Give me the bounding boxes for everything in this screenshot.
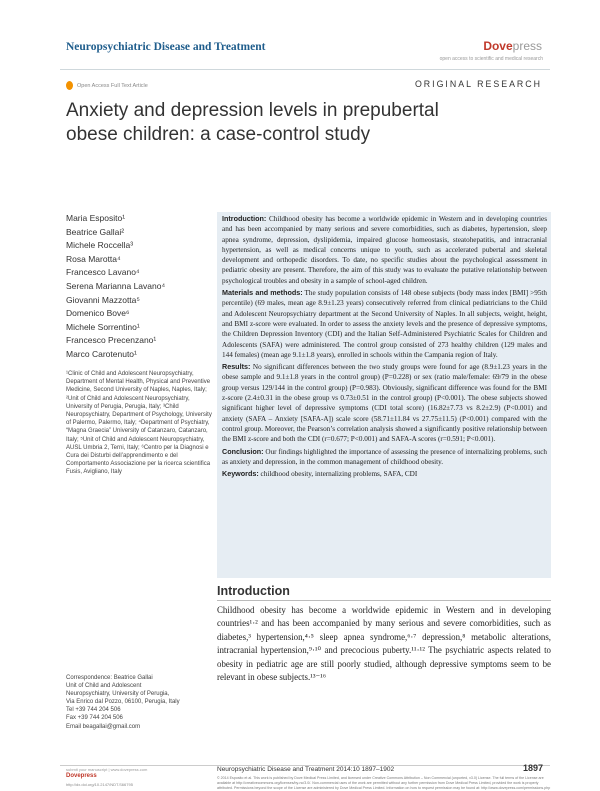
open-access-text: Open Access Full Text Article [77, 82, 148, 89]
author: Francesco Lavano⁴ [66, 267, 140, 278]
correspondence-label: Correspondence: Beatrice Gallai [66, 675, 153, 681]
article-title: Anxiety and depression levels in prepubertal obese children: a case-control study [66, 100, 439, 145]
header-divider [60, 69, 550, 70]
introduction-divider [217, 600, 551, 601]
publisher-tagline: open access to scientific and medical research [439, 56, 543, 62]
author: Rosa Marotta⁴ [66, 253, 121, 264]
correspondence-line: Unit of Child and Adolescent [66, 683, 142, 690]
author: Domenico Bove⁶ [66, 308, 130, 319]
footer-license: © 2014 Esposito et al. This work is published by Dove Medical Press Limited, and licensed under Creative Commons Attribution – Non Commercial (unported, v3.0) License. The full terms of the License are available at http://creativecommons.org/licenses/by-nc/3.0/. Non-commercial uses of the work are permitted without any further permission from Dove Medical Press Limited, provided the work is properly attributed. Permissions beyond the scope of the License are administered by Dove Medical Press Limited. Information on how to request permission may be found at: http://www.dovepress.com/permissions.php [217, 776, 551, 790]
correspondence-tel: Tel +39 744 204 506 [66, 707, 121, 714]
publisher-brand: Dove [483, 39, 513, 53]
abstract-label: Introduction: [222, 214, 267, 223]
footer-doi[interactable]: http://dx.doi.org/10.2147/NDT.S66795 [66, 782, 133, 787]
abstract-text: Childhood obesity has become a worldwide epidemic in Western and in developing countries and has been accompanied by many serious and severe comorbidities, such as diabetes, hypertension, sleep apnea syndrome, depression, dyslipidemia, impaired glucose homeostasis, steatohepatitis, and intracranial hypertension, as well as medical concerns unique to youth, such as accelerated pubertal and skeletal development and orthopedic disorders. To date, no specific studies about the psychological assessment in pediatric obesity are present. Therefore, the aim of this study was to evaluate the putative relationship between psychological troubles and obesity in a sample of school-aged children. [222, 215, 547, 285]
footer-journal: Neuropsychiatric Disease and Treatment 2014:10 1897–1902 [217, 766, 395, 773]
author: Francesco Precenzano¹ [66, 335, 157, 346]
author: Serena Marianna Lavano⁴ [66, 280, 166, 291]
introduction-heading: Introduction [217, 584, 290, 598]
abstract-introduction [217, 212, 551, 286]
abstract-conclusion [217, 445, 551, 468]
abstract-label: Results: [222, 362, 251, 372]
journal-name: Neuropsychiatric Disease and Treatment [66, 41, 266, 53]
correspondence-email[interactable]: Email beagallai@gmail.com [66, 723, 141, 730]
abstract-label: Keywords: [222, 469, 259, 479]
abstract-methods [217, 286, 551, 360]
author: Beatrice Gallai² [66, 226, 125, 237]
open-access-label [66, 81, 148, 90]
author: Giovanni Mazzotta⁵ [66, 294, 140, 305]
abstract-text: The study population consists of 148 obese subjects (body mass index [BMI] >95th percentile) (69 males, mean age 8.9±1.23 years) consecutively referred from clinical pediatricians to the Child and Adolescent Neuropsychiatry department at the Second University of Naples. In all subjects, weight, height, and BMI z-score were evaluated. In order to assess the anxiety levels and the presence of depressive symptoms, the Children Depression Inventory (CDI) and the Italian Self-Administered Psychiatric Scales for Children and Adolescents (SAFA) were administered. The control group consisted of 273 healthy children (129 males and 144 females) (mean age 9.1±1.8 years), enrolled in schools within the Campania region of Italy. [222, 289, 547, 359]
author: Michele Roccella³ [66, 240, 134, 251]
footer-submit-link[interactable]: submit your manuscript | www.dovepress.com [66, 767, 148, 772]
abstract-text: Our findings highlighted the importance of assessing the presence of internalizing problems, such as anxiety and depression, in the common management of childhood obesity. [222, 447, 547, 466]
author: Maria Esposito¹ [66, 213, 126, 223]
section-label: ORIGINAL RESEARCH [414, 79, 542, 89]
introduction-text: Childhood obesity has become a worldwide epidemic in Western and in developing countries¹·² and has been accompanied by many serious and severe comorbidities, such as diabetes,³ hypertension,⁴·⁵ sleep apnea syndrome,⁶·⁷ depression,⁸ metabolic alterations, intracranial hypertension,⁹·¹⁰ and precocious puberty.¹¹·¹² The psychiatric aspects related to obesity in pediatric age are still poorly studied, although depressive symptoms seem to be relevant in obese subjects.¹³⁻¹⁶ [217, 605, 551, 683]
abstract-box [217, 212, 551, 578]
abstract-results [217, 360, 551, 444]
abstract-text: childhood obesity, internalizing problems, SAFA, CDI [258, 470, 418, 479]
abstract-label: Conclusion: [222, 446, 264, 456]
affiliations: ¹Clinic of Child and Adolescent Neuropsychiatry, Department of Mental Health, Physical and Preventive Medicine, Second University of Naples, Naples, Italy; ²Unit of Child and Adolescent Neuropsychiatry, University of Perugia, Perugia, Italy; ³Child Neuropsychiatry, Department of Psychology, University of Palermo, Palermo, Italy; ⁴Department of Psychiatry, “Magna Graecia” University of Catanzaro, Catanzaro, Italy; ⁵Unit of Child and Adolescent Neuropsychiatry, AUSL Umbria 2, Terni, Italy; ⁶Centro per la Diagnosi e Cura dei Disturbi dell’apprendimento e del Comportamento Associazione per la ricerca scientifica Fusis, Avigliano, Italy [66, 371, 212, 476]
abstract-text: No significant differences between the two study groups were found for age (8.9±1.23 years in the obese sample and 9.1±1.8 years in the control group) (P=0.228) or sex (ratio male/female: 69/79 in the obese group versus 129/144 in the control group) (P=0.983). Obviously, significant difference was found for the BMI z-score (2.4±0.31 in the obese group vs 0.73±0.51 in the control group) (P<0.001). The obese subjects showed significant higher level of depressive symptoms (CDI total score) (16.82±7.73 vs 8.2±2.9) (P<0.001) and anxiety (SAFA – Anxiety [SAFA-A]) scale score (58.71±11.84 vs 27.75±11.5) (P<0.001) compared with the control group. Moreover, the Pearson’s correlation analysis showed a significantly positive relationship between the BMI z-score and both the CDI (r=0.677; P<0.001) and SAFA-A scores (r=0.591; P<0.001). [222, 363, 547, 444]
abstract-label: Materials and methods: [222, 288, 303, 298]
abstract-keywords [217, 467, 551, 479]
correspondence-line: Neuropsychiatry, University of Perugia, [66, 691, 170, 698]
publisher-logo [483, 39, 542, 53]
correspondence-line: Via Enrico dal Pozzo, 06100, Perugia, Italy [66, 699, 180, 706]
publisher-suffix: press [512, 39, 542, 53]
open-access-icon [66, 81, 73, 90]
author: Marco Carotenuto¹ [66, 348, 137, 359]
author: Michele Sorrentino¹ [66, 321, 140, 332]
footer-dove: Dovepress [66, 773, 97, 779]
correspondence-fax: Fax +39 744 204 506 [66, 715, 123, 722]
author-list [66, 212, 216, 362]
page-number: 1897 [522, 763, 543, 773]
correspondence [66, 674, 216, 731]
